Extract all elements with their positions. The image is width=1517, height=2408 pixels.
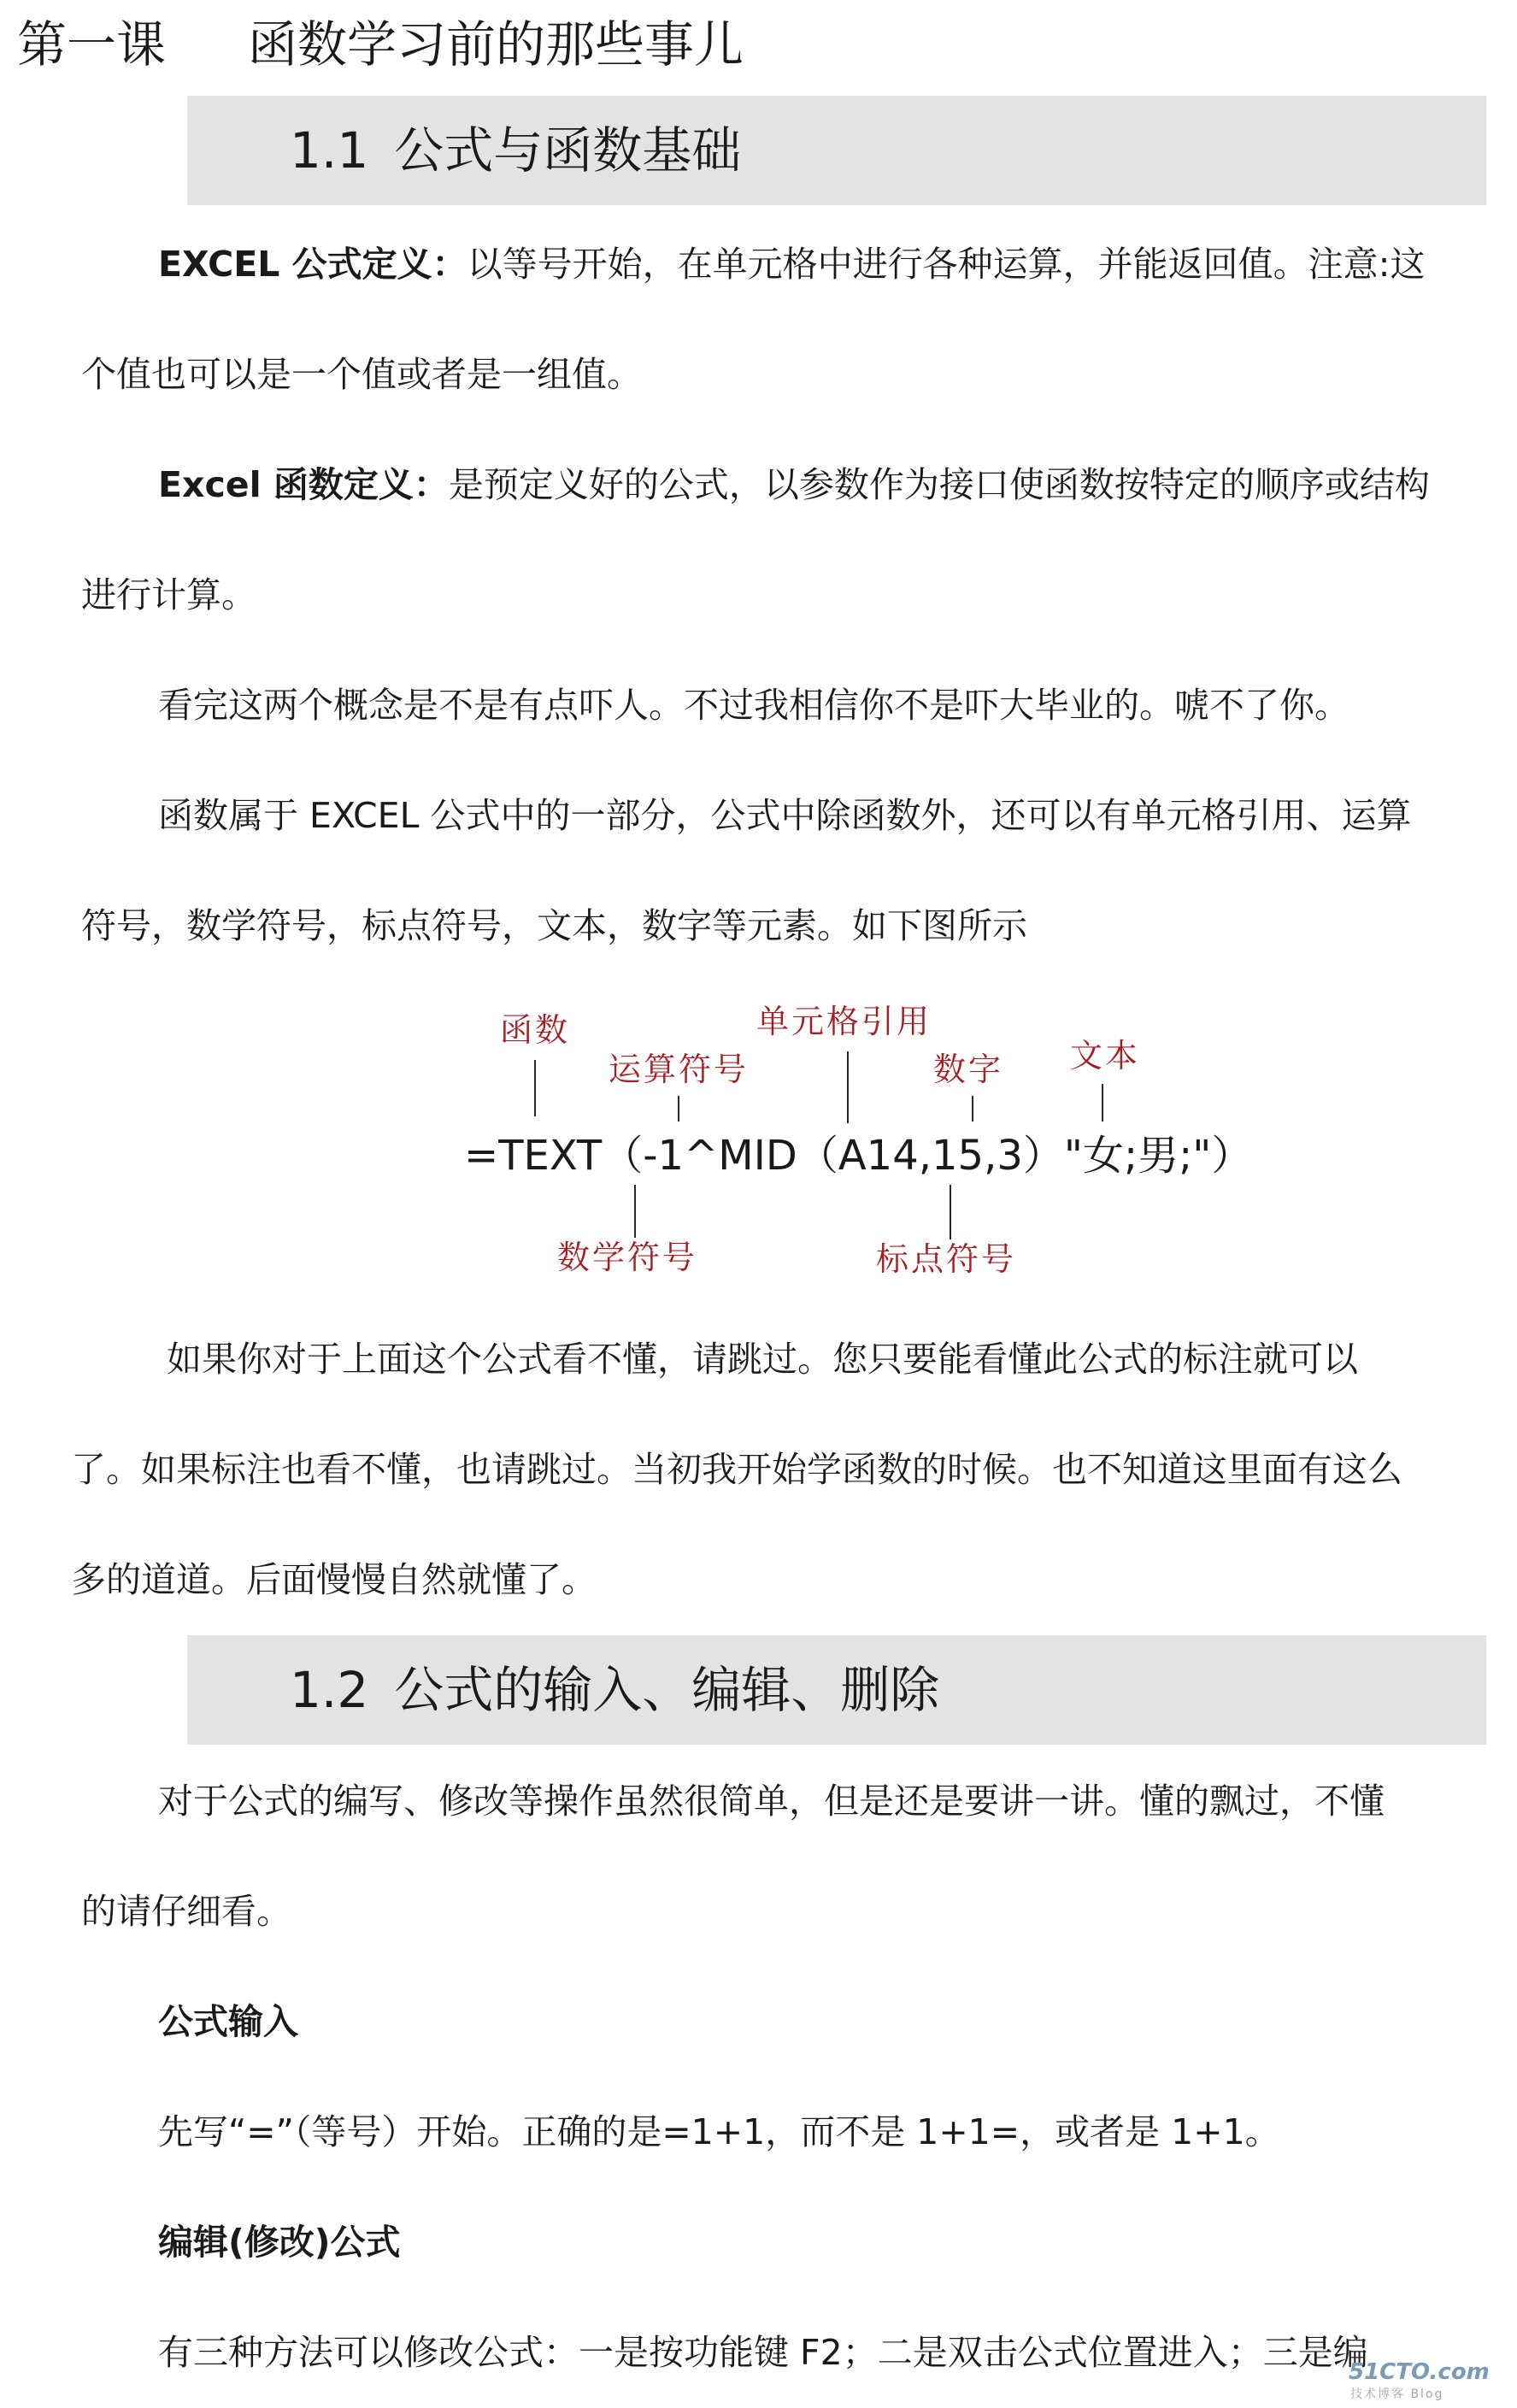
subsection-edit-formula xyxy=(81,2187,1500,2408)
subheading-edit: 编辑(修改)公式 xyxy=(158,2222,401,2263)
formula-example: =TEXT（-1^MID（A14,15,3）"女;男;"） xyxy=(464,1132,1253,1180)
section-number: 1.1 xyxy=(290,121,369,180)
label-number: 数字 xyxy=(933,1051,1004,1088)
text-line: 如果你对于上面这个公式看不懂，请跳过。您只要能看懂此公式的标注就可以 xyxy=(167,1339,1358,1380)
text-line: 进行计算。 xyxy=(81,574,256,615)
section-heading-1-1 xyxy=(187,96,1486,205)
label-punctuation: 标点符号 xyxy=(876,1240,1017,1278)
label-operator: 运算符号 xyxy=(609,1051,750,1088)
term-label: Excel 函数定义： xyxy=(158,464,449,505)
lesson-title xyxy=(17,10,744,79)
pointer-line xyxy=(950,1185,951,1239)
paragraph-function-definition xyxy=(81,430,1500,651)
subsection-formula-input xyxy=(81,1967,1500,2187)
text-line: 看完这两个概念是不是有点吓人。不过我相信你不是吓大毕业的。唬不了你。 xyxy=(158,685,1349,726)
section-heading-1-2 xyxy=(187,1635,1486,1745)
lesson-name: 函数学习前的那些事儿 xyxy=(248,15,744,74)
pointer-line xyxy=(534,1060,536,1116)
text-line: 先写“=”（等号）开始。正确的是=1+1，而不是 1+1=，或者是 1+1。 xyxy=(158,2111,1280,2152)
section-title: 公式与函数基础 xyxy=(394,121,742,180)
paragraph-formula-definition xyxy=(81,209,1500,430)
watermark-subtitle: 技术博客 Blog xyxy=(1350,2387,1444,2401)
text-span: 是预定义好的公式，以参数作为接口使函数按特定的顺序或结构 xyxy=(448,464,1430,505)
subheading-input: 公式输入 xyxy=(158,2001,298,2042)
text-span: 以等号开始，在单元格中进行各种运算，并能返回值。注意:这 xyxy=(467,244,1426,285)
label-math-symbol: 数学符号 xyxy=(557,1239,698,1276)
text-line: 个值也可以是一个值或者是一组值。 xyxy=(81,354,642,395)
paragraph-formula-elements xyxy=(81,761,1500,981)
section-number: 1.2 xyxy=(290,1661,369,1719)
text-line: 函数属于 EXCEL 公式中的一部分，公式中除函数外，还可以有单元格引用、运算 xyxy=(158,795,1412,836)
section-title: 公式的输入、编辑、删除 xyxy=(394,1661,940,1719)
paragraph-comment xyxy=(81,651,1500,761)
pointer-line xyxy=(847,1051,849,1123)
text-line xyxy=(81,430,1500,540)
text-line: 有三种方法可以修改公式：一是按功能键 F2；二是双击公式位置进入；三是编 xyxy=(158,2332,1368,2373)
label-text: 文本 xyxy=(1070,1037,1141,1074)
term-label: EXCEL 公式定义： xyxy=(158,244,467,285)
text-line: 多的道道。后面慢慢自然就懂了。 xyxy=(71,1559,597,1600)
text-line: 的请仔细看。 xyxy=(81,1891,291,1932)
pointer-line xyxy=(678,1096,679,1122)
paragraph-section2-intro xyxy=(81,1746,1500,1967)
watermark-site: 51CTO.com xyxy=(1349,2359,1490,2385)
paragraph-skip-advice xyxy=(71,1304,1490,1635)
text-line: 对于公式的编写、修改等操作虽然很简单，但是还是要讲一讲。懂的飘过，不懂 xyxy=(158,1781,1385,1822)
pointer-line xyxy=(634,1185,636,1238)
label-function: 函数 xyxy=(500,1011,571,1049)
text-line: 符号，数学符号，标点符号，文本，数字等元素。如下图所示 xyxy=(81,905,1027,946)
label-cell-reference: 单元格引用 xyxy=(756,1003,932,1040)
lesson-number: 第一课 xyxy=(17,15,167,74)
site-watermark xyxy=(1332,2359,1490,2407)
pointer-line xyxy=(972,1096,973,1122)
text-line: 了。如果标注也看不懂，也请跳过。当初我开始学函数的时候。也不知道这里面有这么 xyxy=(71,1449,1402,1490)
pointer-line xyxy=(1102,1084,1103,1122)
text-line xyxy=(81,209,1500,320)
formula-diagram xyxy=(0,992,1517,1299)
